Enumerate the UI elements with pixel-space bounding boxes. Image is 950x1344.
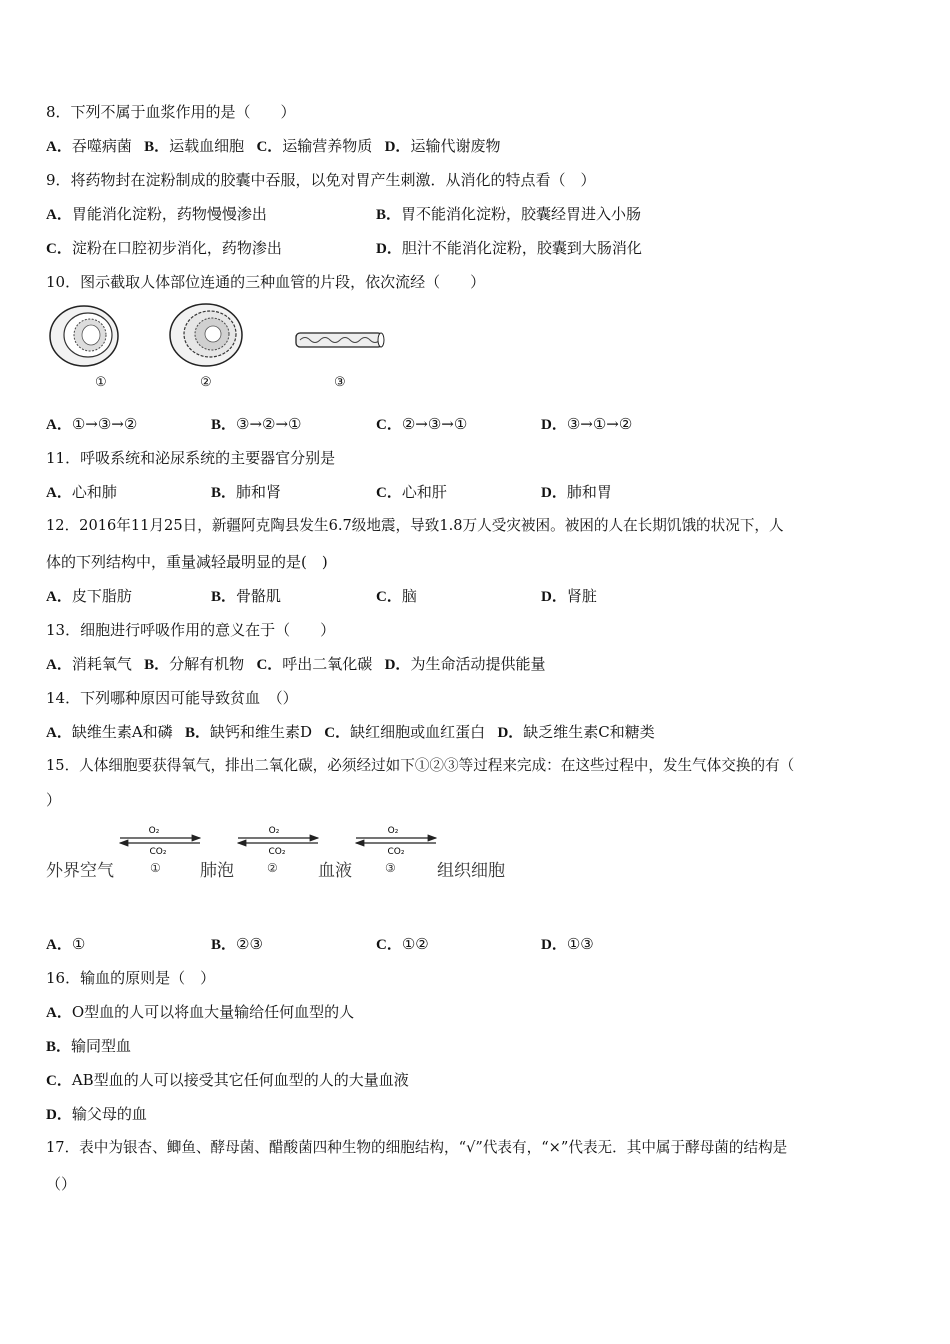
svg-text:O₂: O₂	[387, 826, 399, 836]
figure-label-1: ①	[95, 375, 107, 390]
q12-option-b: B．骨骼肌	[211, 587, 282, 605]
svg-text:CO₂: CO₂	[387, 847, 405, 857]
q11-option-c: C．心和肝	[376, 483, 447, 501]
q9-option-b: B．胃不能消化淀粉，胶囊经胃进入小肠	[376, 205, 642, 223]
exchange-arrows-2	[238, 826, 318, 857]
exchange-arrows-1	[120, 826, 200, 857]
svg-text:CO₂: CO₂	[149, 847, 167, 857]
option-label: D．	[384, 139, 411, 155]
q12-option-d: D．肾脏	[541, 587, 597, 605]
svg-text:CO₂: CO₂	[268, 847, 286, 857]
q8-options	[46, 136, 500, 157]
q10-option-a: A．①→③→②	[46, 415, 138, 433]
q17-stem-line1: 17．表中为银杏、鲫鱼、酵母菌、醋酸菌四种生物的细胞结构，“√”代表有，“×”代表无．其中属于酵母菌的结构是	[46, 1139, 788, 1156]
q12-option-a: A．皮下脂肪	[46, 587, 132, 605]
q16-option-b: B．输同型血	[46, 1037, 132, 1055]
q10-option-c: C．②→③→①	[376, 415, 468, 433]
q10-option-d: D．③→①→②	[541, 415, 633, 433]
q9-stem: 9．将药物封在淀粉制成的胶囊中吞服，以免对胃产生刺激．从消化的特点看（ ）	[46, 171, 596, 189]
q14-stem: 14．下列哪种原因可能导致贫血 （）	[46, 689, 298, 707]
q16-stem: 16．输血的原则是（ ）	[46, 969, 216, 987]
q13-stem: 13．细胞进行呼吸作用的意义在于（ ）	[46, 621, 336, 639]
q10-stem: 10．图示截取人体部位连通的三种血管的片段，依次流经（ ）	[46, 273, 486, 291]
q17-stem-line2: （）	[46, 1175, 77, 1193]
q15-option-a: A．①	[46, 935, 86, 953]
q10-option-b: B．③→②→①	[211, 415, 302, 433]
option-label: A．	[46, 139, 72, 155]
q16-option-d: D．输父母的血	[46, 1105, 147, 1123]
node-alveoli: 肺泡	[200, 861, 234, 881]
q11-stem: 11．呼吸系统和泌尿系统的主要器官分别是	[46, 449, 336, 467]
option-label: C．	[256, 139, 283, 155]
node-outside-air: 外界空气	[46, 861, 114, 881]
q14-options: A．缺维生素A和磷 B．缺钙和维生素D C．缺红细胞或血红蛋白 D．缺乏维生素C和糖类	[46, 723, 655, 741]
q15-stem-line2: ）	[46, 791, 62, 809]
q9-option-d: D．胆汁不能消化淀粉，胶囊到大肠消化	[376, 239, 642, 257]
q11-option-a: A．心和肺	[46, 483, 117, 501]
option-text: 吞噬病菌	[71, 137, 132, 155]
blood-vessel-figure	[44, 302, 404, 372]
step-1: ①	[150, 861, 161, 875]
node-blood: 血液	[318, 861, 352, 881]
option-text: 运输营养物质	[282, 137, 373, 155]
gas-exchange-diagram	[44, 820, 514, 890]
q16-option-a: A．O型血的人可以将血大量输给任何血型的人	[46, 1003, 355, 1021]
q15-option-b: B．②③	[211, 935, 263, 953]
svg-text:O₂: O₂	[268, 826, 280, 836]
q15-option-c: C．①②	[376, 935, 429, 953]
q11-option-d: D．肺和胃	[541, 483, 612, 501]
q16-option-c: C．AB型血的人可以接受其它任何血型的人的大量血液	[46, 1071, 409, 1089]
q9-option-a: A．胃能消化淀粉，药物慢慢渗出	[46, 205, 267, 223]
q12-stem-line2: 体的下列结构中，重量减轻最明显的是( )	[46, 553, 328, 571]
option-text: 运输代谢废物	[410, 137, 501, 155]
option-label: B．	[144, 139, 170, 155]
option-text: 运载血细胞	[169, 137, 245, 155]
capillary-illustration	[296, 333, 384, 347]
vein-illustration	[170, 304, 242, 366]
step-3: ③	[385, 861, 396, 875]
q12-option-c: C．脑	[376, 587, 417, 605]
q9-option-c: C．淀粉在口腔初步消化，药物渗出	[46, 239, 282, 257]
q11-option-b: B．肺和肾	[211, 483, 282, 501]
svg-text:O₂: O₂	[148, 826, 160, 836]
figure-label-3: ③	[334, 375, 346, 390]
q12-stem-line1: 12．2016年11月25日，新疆阿克陶县发生6.7级地震，导致1.8万人受灾被困。被困的人在长期饥饿的状况下，人	[46, 517, 784, 534]
step-2: ②	[267, 861, 278, 875]
artery-illustration	[50, 306, 118, 366]
q15-stem-line1: 15．人体细胞要获得氧气，排出二氧化碳，必须经过如下①②③等过程来完成：在这些过程中，发生气体交换的有（	[46, 757, 795, 774]
figure-label-2: ②	[200, 375, 212, 390]
q15-option-d: D．①③	[541, 935, 594, 953]
q8-stem: 8．下列不属于血浆作用的是（ ）	[46, 103, 296, 121]
q13-options: A．消耗氧气 B．分解有机物 C．呼出二氧化碳 D．为生命活动提供能量	[46, 655, 546, 673]
exchange-arrows-3	[356, 826, 436, 857]
node-tissue-cells: 组织细胞	[437, 861, 505, 881]
